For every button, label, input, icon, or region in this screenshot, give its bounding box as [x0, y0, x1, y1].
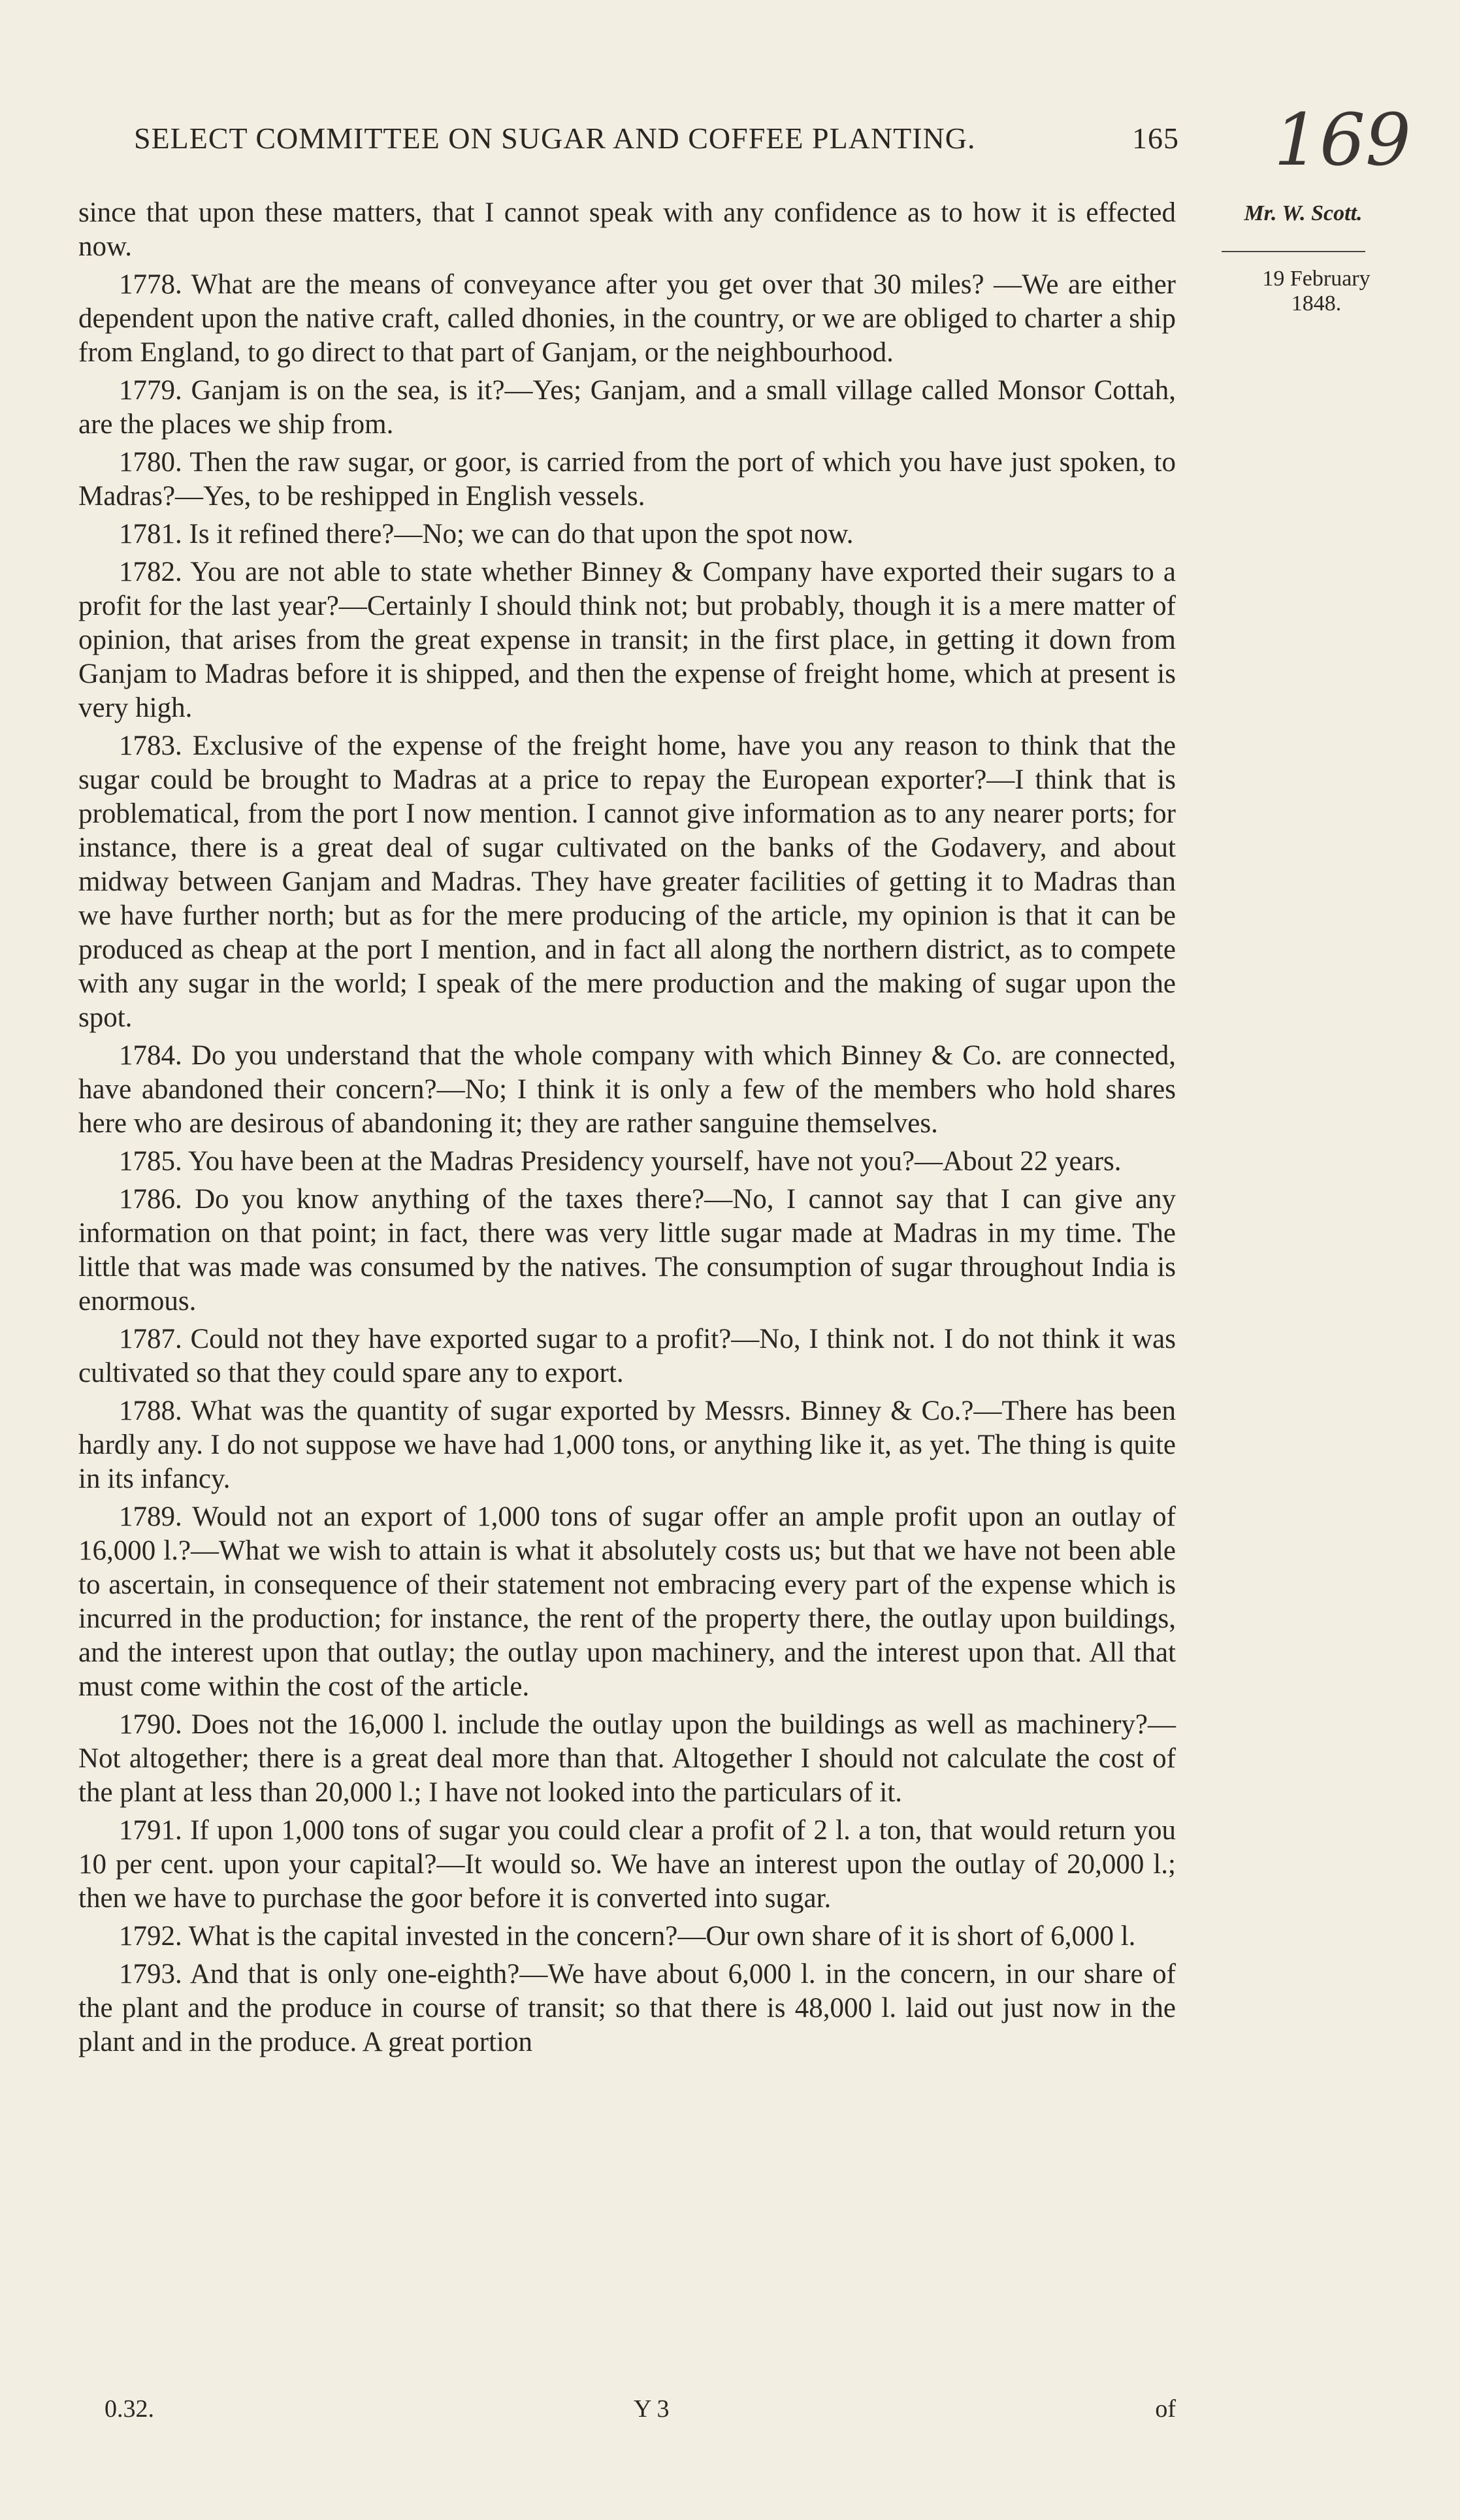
margin-divider	[1222, 251, 1365, 252]
running-header	[134, 121, 1179, 155]
paragraph: 1792. What is the capital invested in the concern?—Our own share of it is short of 6,000 l.	[119, 1921, 1136, 1952]
paragraph: 1791. If upon 1,000 tons of sugar you could clear a profit of 2 l. a ton, that would return you 10 per cent. upon your capital?—It would so. We have an interest upon the outlay of 20,000 l.; then we have to purchase the goor before it is converted into sugar.	[78, 1815, 1176, 1914]
paragraph: 1782. You are not able to state whether Binney & Company have exported their sugars to a profit for the last year?—Certainly I should think not; but probably, though it is a mere matter of opinion, that arises from the great expense in transit; in the first place, in getting it down from Ganjam to Madras before it is shipped, and then the expense of freight home, which at present is very high.	[78, 557, 1176, 723]
paragraph: 1793. And that is only one-eighth?—We have about 6,000 l. in the concern, in our share of the plant and the produce in course of transit; so that there is 48,000 l. laid out just now in the plant and in the produce. A great portion	[78, 1959, 1176, 2057]
margin-witness-name	[1222, 201, 1385, 226]
paragraph: 1786. Do you know anything of the taxes there?—No, I cannot say that I can give any information on that point; in fact, there was very little sugar made at Madras in my time. The little that was made was consumed by the natives. The consumption of sugar throughout India is enormous.	[78, 1184, 1176, 1317]
page-number: 165	[1132, 122, 1179, 155]
paragraph: 1778. What are the means of conveyance after you get over that 30 miles? —We are either dependent upon the native craft, called dhonies, in the country, or we are obliged to charter a ship from England, to go direct to that part of Ganjam, or the neighbourhood.	[78, 269, 1176, 368]
paragraph: 1783. Exclusive of the expense of the freight home, have you any reason to think that the sugar could be brought to Madras at a price to repay the European exporter?—I think that is problematical, from the port I now mention. I cannot give information as to any nearer ports; for instance, there is a great deal of sugar cultivated on the banks of the Godavery, and about midway between Ganjam and Madras. They have greater facilities of getting it to Madras than we have further north; but as for the mere producing of the article, my opinion is that it can be produced as cheap at the port I mention, and in fact all along the northern district, as to compete with any sugar in the world; I speak of the mere production and the making of sugar upon the spot.	[78, 730, 1176, 1033]
paragraph: 1788. What was the quantity of sugar exported by Messrs. Binney & Co.?—There has been hardly any. I do not suppose we have had 1,000 tons, or anything like it, as yet. The thing is quite in its infancy.	[78, 1396, 1176, 1494]
witness-name: Mr. W. Scott.	[1244, 201, 1363, 225]
paragraph: 1789. Would not an export of 1,000 tons of sugar offer an ample profit upon an outlay of 16,000 l.?—What we wish to attain is what it absolutely costs us; but that we have not been able to ascertain, in consequence of their statement not embracing every part of the expense which is incurred in the production; for instance, the rent of the property there, the outlay upon buildings, and the interest upon that outlay; the outlay upon machinery, and the interest upon that. All that must come within the cost of the article.	[78, 1501, 1176, 1702]
paragraph: 1779. Ganjam is on the sea, is it?—Yes; Ganjam, and a small village called Monsor Cottah, are the places we ship from.	[78, 375, 1176, 440]
paragraph: 1784. Do you understand that the whole company with which Binney & Co. are connected, have abandoned their concern?—No; I think it is only a few of the members who hold shares here who are desirous of abandoning it; they are rather sanguine themselves.	[78, 1040, 1176, 1139]
footer-signature-mark: Y 3	[634, 2395, 670, 2423]
paragraph: 1780. Then the raw sugar, or goor, is carried from the port of which you have just spoken, to Madras?—Yes, to be reshipped in English vessels.	[78, 447, 1176, 512]
paragraph: 1781. Is it refined there?—No; we can do that upon the spot now.	[119, 519, 854, 549]
footer-sheet-number: 0.32.	[105, 2395, 154, 2423]
handwritten-folio-number: 169	[1274, 98, 1411, 182]
paragraph: since that upon these matters, that I cannot speak with any confidence as to how it is effected now.	[78, 197, 1176, 262]
paragraph: 1785. You have been at the Madras Presidency yourself, have not you?—About 22 years.	[119, 1146, 1122, 1177]
testimony-body	[78, 196, 1176, 2063]
page-footer	[78, 2395, 1176, 2434]
paragraph: 1790. Does not the 16,000 l. include the outlay upon the buildings as well as machinery?—Not altogether; there is a great deal more than that. Altogether I should not calculate the cost of the plant at less than 20,000 l.; I have not looked into the particulars of it.	[78, 1709, 1176, 1808]
paragraph: 1787. Could not they have exported sugar to a profit?—No, I think not. I do not think it was cultivated so that they could spare any to export.	[78, 1324, 1176, 1388]
header-title: SELECT COMMITTEE ON SUGAR AND COFFEE PLANTING.	[134, 122, 976, 155]
margin-date: 19 February 1848.	[1262, 267, 1371, 316]
footer-catchword: of	[1155, 2395, 1176, 2423]
